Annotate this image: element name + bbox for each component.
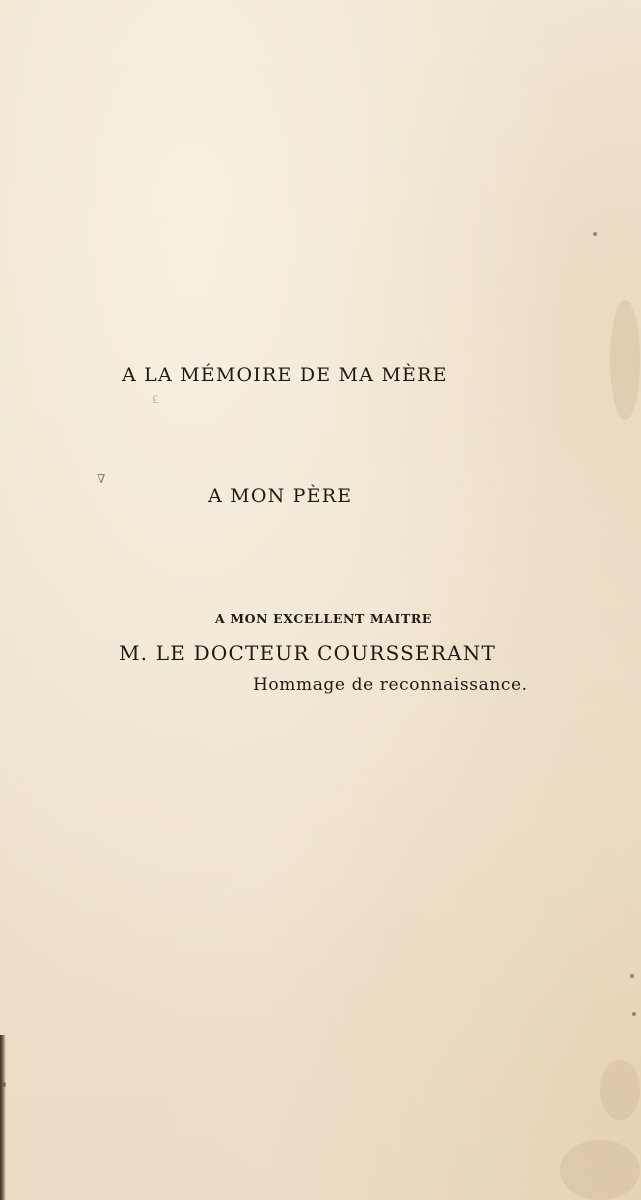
dedication-master-intro: A MON EXCELLENT MAITRE <box>215 611 433 626</box>
ink-speck <box>632 1012 636 1016</box>
dedication-master-name: M. LE DOCTEUR COURSSERANT <box>119 641 496 665</box>
paper-stain <box>610 300 640 420</box>
dedication-mother: A LA MÉMOIRE DE MA MÈRE <box>122 364 448 386</box>
ink-speck <box>3 1082 6 1087</box>
paper-stain <box>600 1060 640 1120</box>
page-binding-edge <box>0 1035 6 1200</box>
ink-speck <box>593 232 597 236</box>
homage-line: Hommage de reconnaissance. <box>253 675 528 695</box>
dedication-father: A MON PÈRE <box>208 485 353 507</box>
paper-stain <box>560 1140 640 1200</box>
ink-speck <box>630 974 634 978</box>
show-through-mark: ∇ <box>97 472 106 486</box>
show-through-mark: ₤ <box>152 392 158 406</box>
